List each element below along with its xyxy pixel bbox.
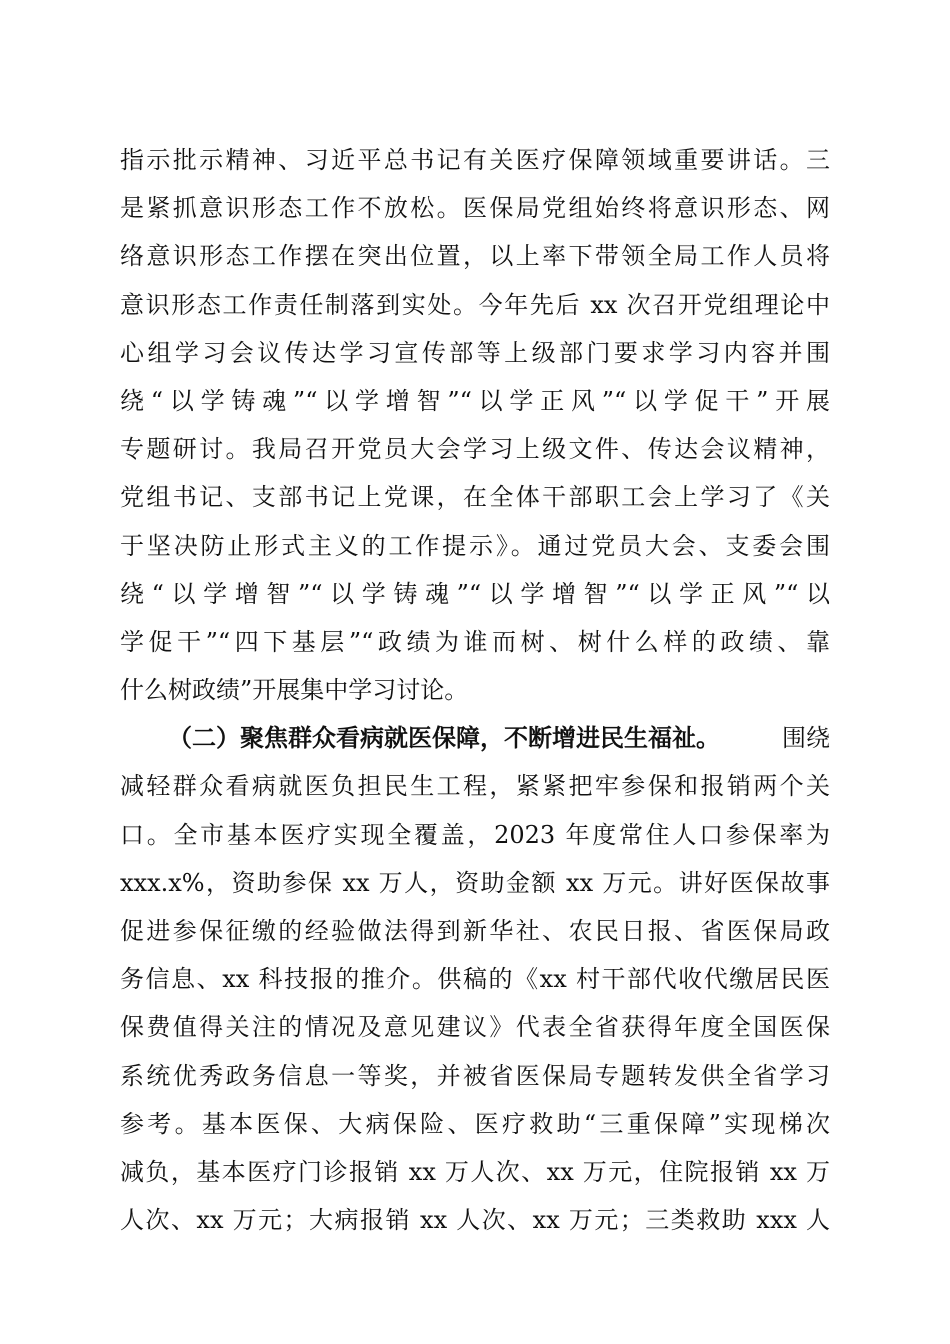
section-heading-line — [120, 714, 830, 762]
text-line: 绕“以学增智”“以学铸魂”“以学增智”“以学正风”“以 — [120, 579, 830, 608]
body-text — [120, 136, 830, 1244]
text-line: 党组书记、支部书记上党课，在全体干部职工会上学习了《关 — [120, 483, 830, 512]
text-line: 于坚决防止形式主义的工作提示》。通过党员大会、支委会围 — [120, 531, 830, 560]
text-line: 口。全市基本医疗实现全覆盖，2023 年度常住人口参保率为 — [120, 820, 830, 849]
section-heading-rest: 围绕 — [782, 724, 830, 753]
text-line: 系统优秀政务信息一等奖，并被省医保局专题转发供全省学习 — [120, 1061, 830, 1090]
text-line: xxx.x%，资助参保 xx 万人，资助金额 xx 万元。讲好医保故事 — [120, 868, 830, 897]
text-line: 学促干”“四下基层”“政绩为谁而树、树什么样的政绩、靠 — [120, 627, 830, 656]
text-line: 促进参保征缴的经验做法得到新华社、农民日报、省医保局政 — [120, 917, 830, 945]
text-line: 绕“以学铸魂”“以学增智”“以学正风”“以学促干”开展 — [120, 386, 830, 415]
text-line: 心组学习会议传达学习宣传部等上级部门要求学习内容并围 — [120, 338, 830, 367]
text-line: 人次、xx 万元；大病报销 xx 人次、xx 万元；三类救助 xxx 人 — [120, 1206, 830, 1235]
text-line: 保费值得关注的情况及意见建议》代表全省获得年度全国医保 — [120, 1013, 830, 1042]
text-line: 减负，基本医疗门诊报销 xx 万人次、xx 万元，住院报销 xx 万 — [120, 1157, 830, 1186]
text-line: 指示批示精神、习近平总书记有关医疗保障领域重要讲话。三 — [120, 146, 830, 174]
text-line: 减轻群众看病就医负担民生工程，紧紧把牢参保和报销两个关 — [120, 772, 830, 801]
text-line: 参考。基本医保、大病保险、医疗救助“三重保障”实现梯次 — [120, 1109, 830, 1138]
text-line: 什么树政绩”开展集中学习讨论。 — [120, 676, 469, 705]
text-line: 是紧抓意识形态工作不放松。医保局党组始终将意识形态、网 — [120, 194, 830, 223]
text-line: 专题研讨。我局召开党员大会学习上级文件、传达会议精神， — [120, 435, 830, 464]
section-heading: （二）聚焦群众看病就医保障，不断增进民生福祉。 — [168, 724, 720, 753]
text-line: 络意识形态工作摆在突出位置，以上率下带领全局工作人员将 — [120, 242, 830, 271]
text-line: 务信息、xx 科技报的推介。供稿的《xx 村干部代收代缴居民医 — [120, 965, 830, 994]
text-line: 意识形态工作责任制落到实处。今年先后 xx 次召开党组理论中 — [120, 290, 830, 319]
